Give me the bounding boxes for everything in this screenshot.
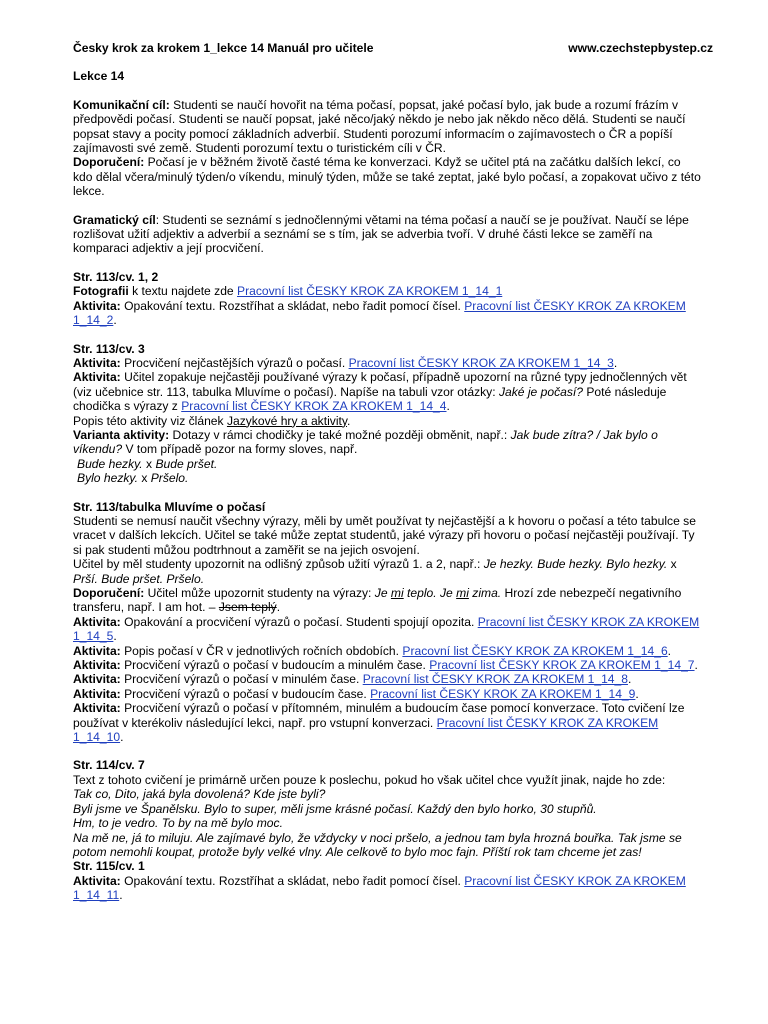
example-2a: Bylo hezky. xyxy=(77,471,138,486)
section-intro: Text z tohoto cvičení je primárně určen pouze k poslechu, pokud ho však učitel chce využít jinak, najde ho zde: xyxy=(73,772,666,787)
photo-text: k textu najdete zde xyxy=(128,284,238,299)
section-paragraph: Studenti se nemusí naučit všechny výrazy, měli by umět používat ty nejčastější a k hovoru o počasí a této tabulce se vracet v dalších lekcích. Učitel se také může zeptat studentů, jaké výrazy při hovoru o počasí nejčastěji používají. Ty si pak studenti můžou podtrhnout a zaměřit se na jejich osvojení. xyxy=(73,513,696,557)
activity-text: Opakování a procvičení výrazů o počasí. Studenti spojují opozita. xyxy=(120,614,478,629)
period: . xyxy=(694,658,698,673)
strikethrough-text: Jsem teplý xyxy=(218,600,277,615)
example-2b: Pršelo. xyxy=(150,471,189,486)
document-page xyxy=(73,41,713,917)
example-x: x xyxy=(137,471,151,486)
section-114-7 xyxy=(73,758,703,859)
activity-label: Aktivita: xyxy=(73,298,121,313)
activity-text: Procvičení výrazů o počasí v přítomném, minulém a budoucím čase pomocí konverzace. Toto cvičení lze používat v kterékoliv následující lekci, např. pro vstupní konverzaci. xyxy=(73,701,685,730)
rec-italic: zima. xyxy=(468,586,502,600)
variant-text: Dotazy v rámci chodičky je také možné později obměnit, např.: xyxy=(169,427,511,442)
activity-text: Procvičení nejčastějších výrazů o počasí. xyxy=(120,355,349,370)
comm-label: Komunikační cíl: xyxy=(73,97,170,112)
activity-label: Aktivita: xyxy=(73,658,121,673)
example-italic-2: Prší. Bude pršet. Pršelo. xyxy=(73,571,205,586)
section-115-1 xyxy=(73,859,703,902)
example-question: Jaké je počasí? xyxy=(498,384,583,399)
activity-text: Procvičení výrazů o počasí v budoucím čase. xyxy=(120,686,371,701)
activity-label: Aktivita: xyxy=(73,686,121,701)
article-link[interactable]: Jazykové hry a aktivity xyxy=(226,413,348,428)
period: . xyxy=(113,313,117,328)
photo-label: Fotografii xyxy=(73,284,129,299)
variant-label: Varianta aktivity: xyxy=(73,427,170,442)
section-title: Str. 115/cv. 1 xyxy=(73,859,145,874)
dialogue-line: Tak co, Dito, jaká byla dovolená? Kde jste byli? xyxy=(73,787,326,802)
section-title: Str. 113/tabulka Mluvíme o počasí xyxy=(73,499,266,514)
section-text: Učitel by měl studenty upozornit na odlišný způsob užití výrazů 1. a 2, např.: xyxy=(73,557,484,572)
recommendation-text: Počasí je v běžném životě časté téma ke konverzaci. Když se učitel ptá na začátku dalších lekcí, co kdo dělal včera/minulý týden/o víkendu, minulý týden, může se také zeptat, jaké bylo počasí, a zopakovat učivo z této lekce. xyxy=(73,155,701,199)
worksheet-link-1-14-6[interactable]: Pracovní list ČESKY KROK ZA KROKEM 1_14_6 xyxy=(402,643,668,658)
communicative-goal xyxy=(73,98,703,199)
activity-label: Aktivita: xyxy=(73,370,121,385)
rec-italic: Je xyxy=(374,586,391,600)
section-title: Str. 113/cv. 1, 2 xyxy=(73,269,159,284)
header-website: www.czechstepbystep.cz xyxy=(568,41,713,55)
rec-underlined: mi xyxy=(456,586,469,600)
worksheet-link-1-14-10[interactable]: Pracovní list ČESKY KROK ZA KROKEM 1_14_10 xyxy=(73,715,659,745)
activity-label: Aktivita: xyxy=(73,701,121,716)
period: . xyxy=(635,686,639,701)
activity-text: Procvičení výrazů o počasí v budoucím a minulém čase. xyxy=(120,658,430,673)
dialogue-line: Hm, to je vedro. To by na mě bylo moc. xyxy=(73,816,283,831)
period: . xyxy=(113,629,117,644)
activity-text: Opakování textu. Rozstříhat a skládat, nebo řadit pomocí čísel. xyxy=(120,298,465,313)
activity-text: Popis počasí v ČR v jednotlivých ročních obdobích. xyxy=(120,643,403,658)
activity-text-2: Poté následuje chodička s výrazy z xyxy=(73,384,667,414)
recommendation-text: Učitel může upozornit studenty na výrazy: xyxy=(144,586,375,600)
worksheet-link-1-14-5[interactable]: Pracovní list ČESKY KROK ZA KROKEM 1_14_5 xyxy=(73,614,700,644)
example-1a: Bude hezky. xyxy=(77,456,143,471)
recommendation-text-2: Hrozí zde nebezpečí negativního transferu, např. I am hot. – xyxy=(73,586,682,615)
activity-label: Aktivita: xyxy=(73,672,121,687)
recommendation-label: Doporučení: xyxy=(73,155,145,170)
gram-text: : Studenti se seznámí s jednočlennými větami na téma počasí a naučí se je používat. Naučí se lépe rozlišovat užití adjektiv a adverbií a seznámí se s tím, jak se adverbia tvoří. V druhé části lekce se zaměří na komparaci adjektiv a její procvičení. xyxy=(73,212,689,256)
variant-question: Jak bude zítra? / Jak bylo o víkendu? xyxy=(73,427,658,457)
section-title: Str. 113/cv. 3 xyxy=(73,341,145,356)
gram-label: Gramatický cíl xyxy=(73,212,156,227)
grammar-goal xyxy=(73,213,703,256)
period: . xyxy=(667,643,672,658)
page-header xyxy=(73,41,713,55)
worksheet-link-1-14-4[interactable]: Pracovní list ČESKY KROK ZA KROKEM 1_14_4 xyxy=(181,399,447,414)
worksheet-link-1-14-8[interactable]: Pracovní list ČESKY KROK ZA KROKEM 1_14_8 xyxy=(362,672,628,687)
example-x: x xyxy=(667,557,677,572)
period: . xyxy=(446,399,450,414)
section-title: Str. 114/cv. 7 xyxy=(73,758,145,773)
period: . xyxy=(119,888,123,903)
section-113-3 xyxy=(73,342,703,486)
variant-text-2: V tom případě pozor na formy sloves, např. xyxy=(122,442,358,457)
activity-text: Procvičení výrazů o počasí v minulém čase. xyxy=(120,672,363,687)
activity-label: Aktivita: xyxy=(73,873,121,888)
worksheet-link-1-14-7[interactable]: Pracovní list ČESKY KROK ZA KROKEM 1_14_7 xyxy=(429,658,695,673)
example-italic-1: Je hezky. Bude hezky. Bylo hezky. xyxy=(483,557,668,572)
section-113-1-2 xyxy=(73,270,703,328)
rec-italic: teplo. Je xyxy=(403,586,457,600)
activity-text: Učitel zopakuje nejčastěji používané výrazy k počasí, případně upozorní na různé typy jednočlenných vět (viz učebnice str. 113, tabulka Mluvíme o počasí). Napíše na tabuli vzor otázky: xyxy=(73,370,687,399)
worksheet-link-1-14-1[interactable]: Pracovní list ČESKY KROK ZA KROKEM 1_14_1 xyxy=(237,284,503,299)
activity-label: Aktivita: xyxy=(73,643,121,658)
period: . xyxy=(347,413,351,428)
example-1b: Bude pršet. xyxy=(155,456,218,471)
period: . xyxy=(120,730,124,745)
dialogue-line: Byli jsme ve Španělsku. Bylo to super, měli jsme krásné počasí. Každý den bylo horko, 30 stupňů. xyxy=(73,801,597,816)
example-x: x xyxy=(142,456,156,471)
recommendation-label: Doporučení: xyxy=(73,586,145,600)
dialogue-line: Na mě ne, já to miluju. Ale zajímavé bylo, že vždycky v noci pršelo, a jednou tam byla hrozná bouřka. Tak jsme se potom nemohli koupat, protože byly velké vlny. Ale celkově to bylo moc fajn. Příští rok tam chceme jet zas! xyxy=(73,830,682,859)
lesson-title: Lekce 14 xyxy=(73,69,125,84)
description-text: Popis této aktivity viz článek xyxy=(73,413,227,428)
worksheet-link-1-14-2[interactable]: Pracovní list ČESKY KROK ZA KROKEM 1_14_2 xyxy=(73,298,686,328)
activity-text: Opakování textu. Rozstříhat a skládat, nebo řadit pomocí čísel. xyxy=(120,873,465,888)
period: . xyxy=(627,672,632,687)
section-113-table xyxy=(73,500,703,745)
worksheet-link-1-14-3[interactable]: Pracovní list ČESKY KROK ZA KROKEM 1_14_3 xyxy=(348,355,614,370)
activity-label: Aktivita: xyxy=(73,614,121,629)
comm-text: Studenti se naučí hovořit na téma počasí, popsat, jaké počasí bylo, jak bude a rozumí frázím v předpovědi počasí. Studenti se naučí popsat, jaké něco/jaký někdo je nebo jak někdo něco dělá. Studenti se naučí popsat stavy a pocity pomocí základních adverbií. Studenti porozumí informacím o zajímavostech o ČR a popíší zajímavosti své země. Studenti porozumí textu o turistickém cíli v ČR. xyxy=(73,97,686,156)
worksheet-link-1-14-9[interactable]: Pracovní list ČESKY KROK ZA KROKEM 1_14_9 xyxy=(370,686,636,701)
worksheet-link-1-14-11[interactable]: Pracovní list ČESKY KROK ZA KROKEM 1_14_11 xyxy=(73,873,686,903)
period: . xyxy=(613,355,618,370)
header-title: Česky krok za krokem 1_lekce 14 Manuál pro učitele xyxy=(73,41,374,55)
activity-label: Aktivita: xyxy=(73,355,121,370)
rec-underlined: mi xyxy=(390,586,404,600)
period: . xyxy=(276,600,281,615)
